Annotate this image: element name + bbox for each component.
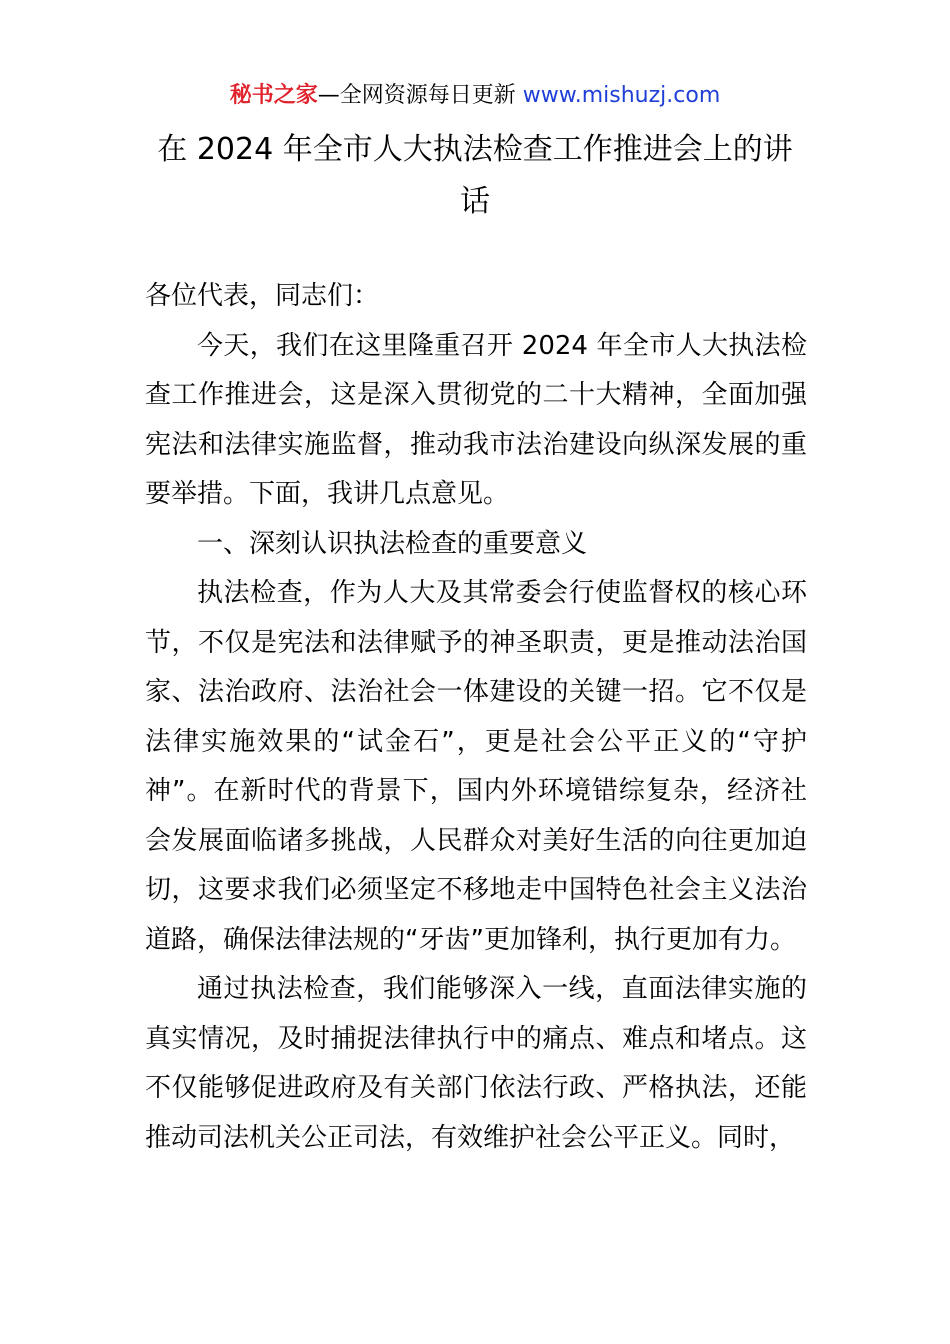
document-body xyxy=(145,272,807,1163)
section-heading: 一、深刻认识执法检查的重要意义 xyxy=(197,528,588,559)
document-title: 在 2024 年全市人大执法检查工作推进会上的讲话 xyxy=(157,132,793,219)
header-dash: — xyxy=(317,83,340,108)
site-url-link[interactable]: www.mishuzj.com xyxy=(522,83,721,108)
header-tagline: 全网资源每日更新 xyxy=(339,83,516,108)
salutation: 各位代表，同志们： xyxy=(145,281,380,311)
site-header xyxy=(0,80,950,112)
brand-name: 秘书之家 xyxy=(229,83,318,108)
paragraph-intro: 今天，我们在这里隆重召开 2024 年全市人大执法检查工作推进会，这是深入贯彻党的二十大精神，全面加强宪法和法律实施监督，推动我市法治建设向纵深发展的重要举措。下面，我讲几点意见。 xyxy=(145,330,807,509)
paragraph: 执法检查，作为人大及其常委会行使监督权的核心环节，不仅是宪法和法律赋予的神圣职责，更是推动法治国家、法治政府、法治社会一体建设的关键一招。它不仅是法律实施效果的“试金石”，更是社会公平正义的“守护神”。在新时代的背景下，国内外环境错综复杂，经济社会发展面临诸多挑战，人民群众对美好生活的向往更加迫切，这要求我们必须坚定不移地走中国特色社会主义法治道路，确保法律法规的“牙齿”更加锋利，执行更加有力。 xyxy=(145,578,807,955)
paragraph: 通过执法检查，我们能够深入一线，直面法律实施的真实情况，及时捕捉法律执行中的痛点、难点和堵点。这不仅能够促进政府及有关部门依法行政、严格执法，还能推动司法机关公正司法，有效维护社会公平正义。同时， xyxy=(145,974,807,1153)
